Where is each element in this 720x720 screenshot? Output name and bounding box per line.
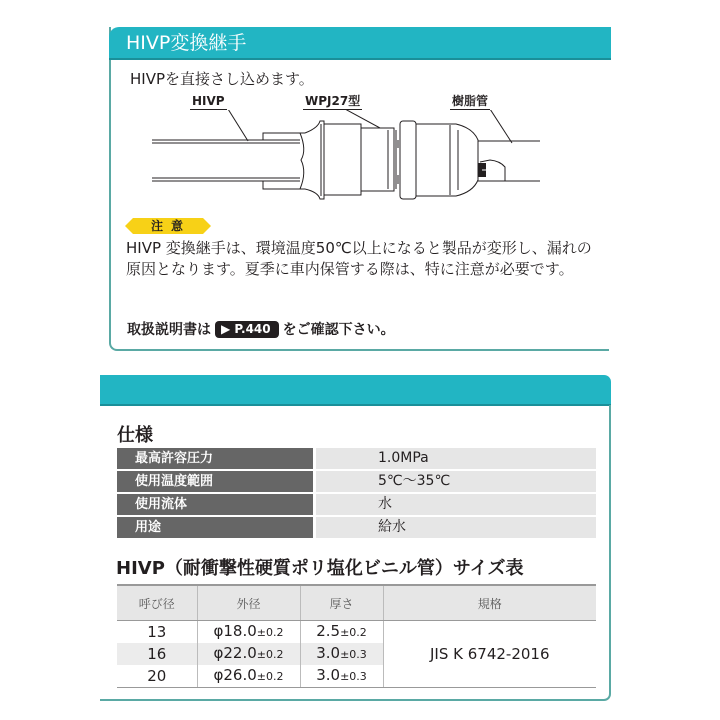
spec-value: 5℃〜35℃ [316, 471, 596, 492]
nominal-size: 20 [117, 665, 197, 688]
spec-title: 仕様 [117, 425, 153, 446]
spec-key: 使用流体 [117, 494, 313, 515]
label-hivp: HIVP [192, 94, 225, 108]
label-model: WPJ27型 [305, 94, 361, 108]
product-title: HIVP変換継手 [126, 32, 247, 54]
spec-table [117, 448, 597, 540]
spec-value: 給水 [316, 517, 596, 538]
spec-row [117, 448, 597, 469]
spec-row [117, 517, 597, 538]
intro-text: HIVPを直接さし込めます。 [130, 70, 314, 88]
caution-label: 注意 [150, 219, 191, 233]
spec-row [117, 494, 597, 515]
size-table-header [117, 585, 596, 621]
caution-text: HIVP 変換継手は、環境温度50℃以上になると製品が変形し、漏れの原因となります。夏季に車内保管する際は、特に注意が必要です。 [126, 239, 592, 278]
page-reference-link[interactable] [215, 321, 279, 338]
fitting-diagram [140, 110, 540, 210]
spec-key: 最高許容圧力 [117, 448, 313, 469]
outer-diameter: φ18.0±0.2 [197, 621, 300, 644]
manual-prefix: 取扱説明書は [127, 322, 211, 338]
spec-key: 用途 [117, 517, 313, 538]
size-table [117, 584, 596, 688]
thickness: 2.5±0.2 [300, 621, 383, 644]
spec-value: 1.0MPa [316, 448, 596, 469]
outer-diameter: φ22.0±0.2 [197, 643, 300, 665]
header-outer-diameter: 外径 [197, 585, 300, 621]
manual-suffix: をご確認下さい。 [282, 322, 395, 338]
standard-value: JIS K 6742-2016 [383, 621, 596, 688]
thickness: 3.0±0.3 [300, 643, 383, 665]
header-thickness: 厚さ [300, 585, 383, 621]
nominal-size: 13 [147, 623, 167, 641]
header-nominal: 呼び径 [117, 585, 197, 621]
spec-panel-header [100, 375, 611, 405]
caution-badge [125, 218, 211, 234]
spec-row [117, 471, 597, 492]
size-table-title: HIVP（耐衝撃性硬質ポリ塩化ビニル管）サイズ表 [116, 558, 524, 579]
manual-reference [127, 320, 395, 340]
outer-diameter: φ26.0±0.2 [197, 665, 300, 688]
page-number: P.440 [234, 322, 271, 336]
spec-key: 使用温度範囲 [117, 471, 313, 492]
header-underline [109, 58, 611, 60]
spec-value: 水 [316, 494, 596, 515]
thickness: 3.0±0.3 [300, 665, 383, 688]
header-standard: 規格 [383, 585, 596, 621]
play-arrow-icon: ▶ [221, 322, 231, 336]
nominal-size: 16 [117, 643, 197, 665]
table-row [117, 621, 596, 644]
label-resin-pipe: 樹脂管 [452, 94, 489, 108]
